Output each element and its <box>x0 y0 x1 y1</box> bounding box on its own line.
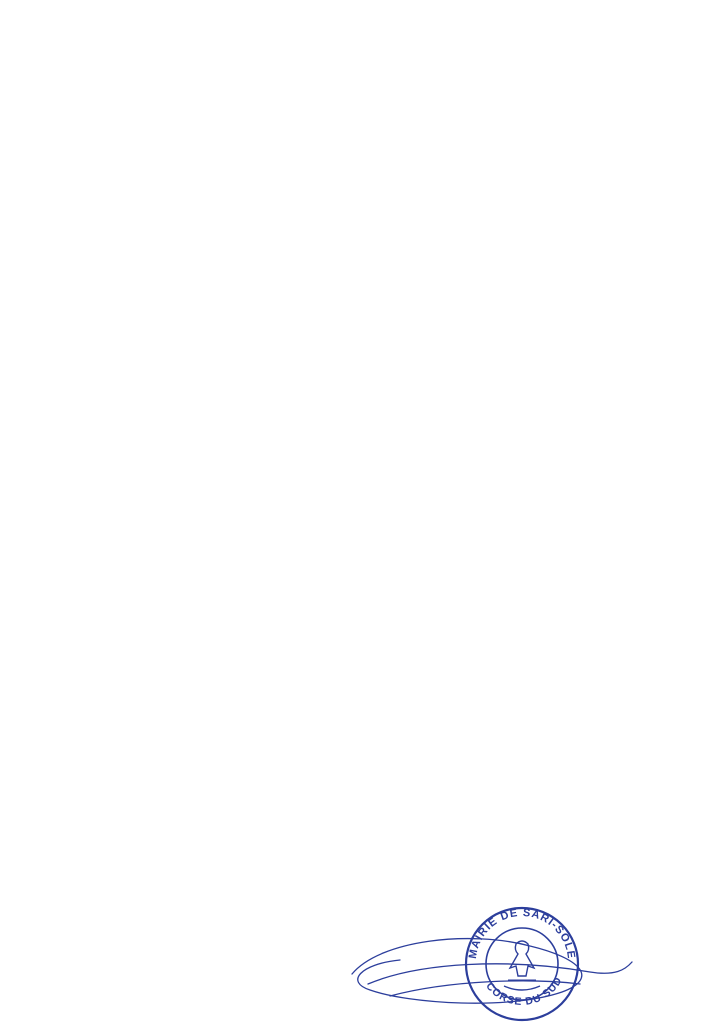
svg-text:MAIRIE DE SARI-SOLENZARA <box>340 900 577 960</box>
official-stamp-and-signature <box>340 900 640 1024</box>
stamp-top-text: MAIRIE DE SARI-SOLE <box>466 906 578 960</box>
stamp-bottom-text: CORSE DU SUD <box>483 974 565 1009</box>
stamp-svg <box>340 900 640 1024</box>
